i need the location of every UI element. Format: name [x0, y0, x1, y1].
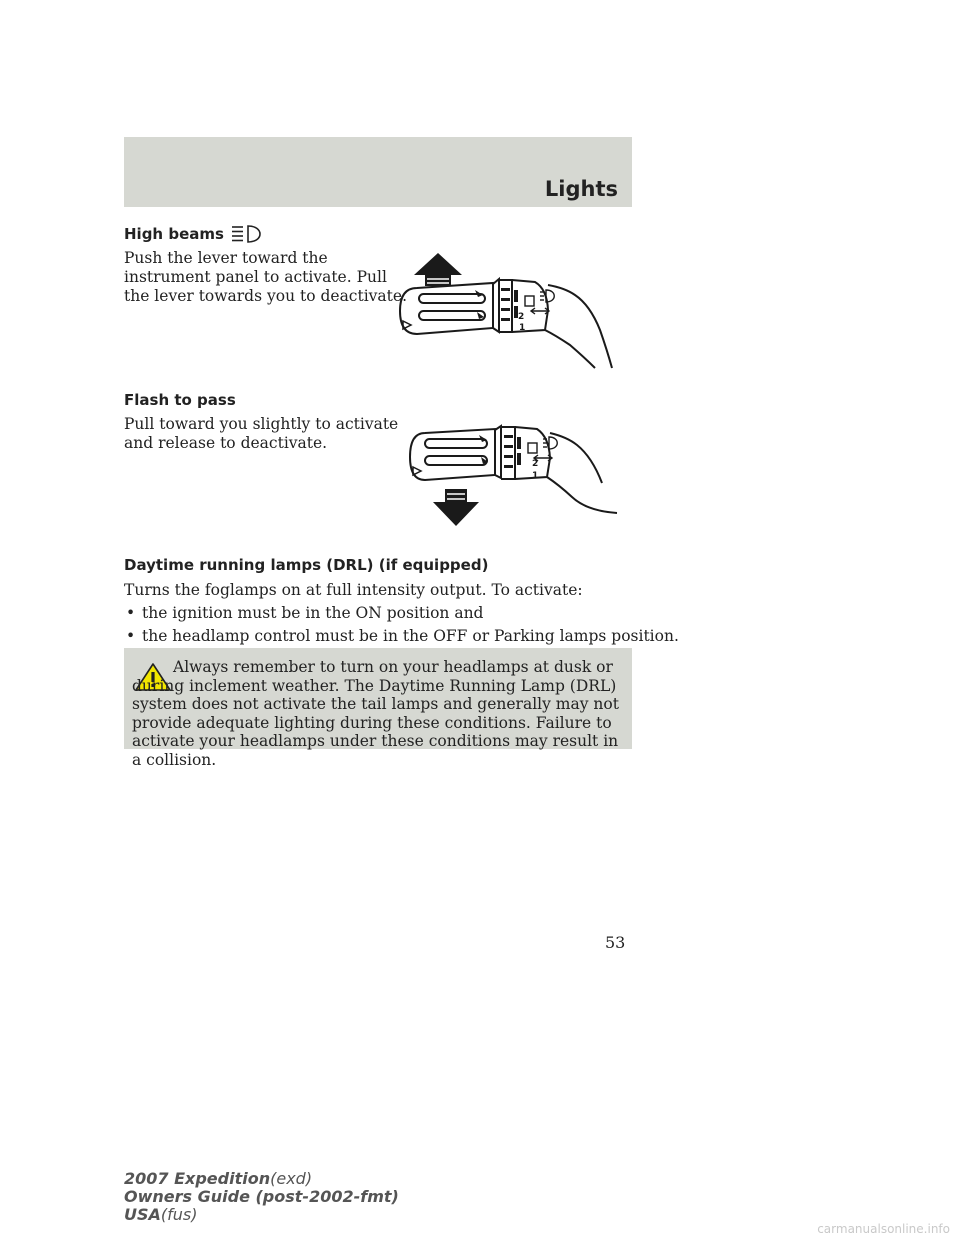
drl-intro: Turns the foglamps on at full intensity output. To activate:: [124, 581, 583, 599]
high-beams-heading: [124, 224, 265, 244]
speed-1-label: 1: [519, 323, 526, 333]
flash-to-pass-description: [124, 415, 398, 453]
speed-1-label: 1: [532, 471, 539, 481]
push-up-arrow: [414, 253, 462, 286]
page-number: 53: [605, 933, 626, 952]
drl-bullet: • the headlamp control must be in the OFF or Parking lamps position.: [126, 627, 679, 645]
footer-model-code: (exd): [270, 1169, 313, 1188]
bullet-text: the headlamp control must be in the OFF or Parking lamps position.: [142, 627, 679, 645]
high-beams-description: [124, 249, 407, 306]
text-line: the lever towards you to deactivate.: [124, 287, 408, 305]
text-line: Push the lever toward the: [124, 249, 328, 267]
high-beams-lever-illustration: [395, 250, 620, 372]
footer-model: 2007 Expedition: [124, 1169, 271, 1188]
drl-bullet: • the ignition must be in the ON position and: [126, 604, 484, 622]
footer-region-code: (fus): [160, 1205, 198, 1224]
footer-guide: Owners Guide (post-2002-fmt): [124, 1187, 399, 1206]
speed-2-label: 2: [518, 312, 525, 322]
speed-2-label: 2: [532, 459, 539, 469]
warning-text: Always remember to turn on your headlamps at dusk or during inclement weather. The Daytime Running Lamp (DRL) system does not activate the tail lamps and generally may not provide adequate lighting during these conditions. Failure to activate your headlamps under these conditions may result in a collision.: [132, 658, 619, 769]
text-line: instrument panel to activate. Pull: [124, 268, 387, 286]
text-line: Pull toward you slightly to activate: [124, 415, 399, 433]
watermark: carmanualsonline.info: [817, 1222, 950, 1236]
footer-region: USA: [124, 1205, 161, 1224]
drl-heading: Daytime running lamps (DRL) (if equipped): [124, 556, 489, 574]
flash-to-pass-heading: Flash to pass: [124, 391, 236, 409]
document-footer: [124, 1170, 399, 1224]
section-title: Lights: [544, 177, 618, 201]
text-line: and release to deactivate.: [124, 434, 328, 452]
bullet-text: the ignition must be in the ON position and: [142, 604, 484, 622]
warning-box: [124, 648, 632, 769]
section-header-band: [124, 137, 632, 207]
high-beam-icon: [231, 224, 265, 244]
high-beams-heading-text: High beams: [124, 225, 224, 243]
flash-to-pass-lever-illustration: [407, 423, 625, 528]
